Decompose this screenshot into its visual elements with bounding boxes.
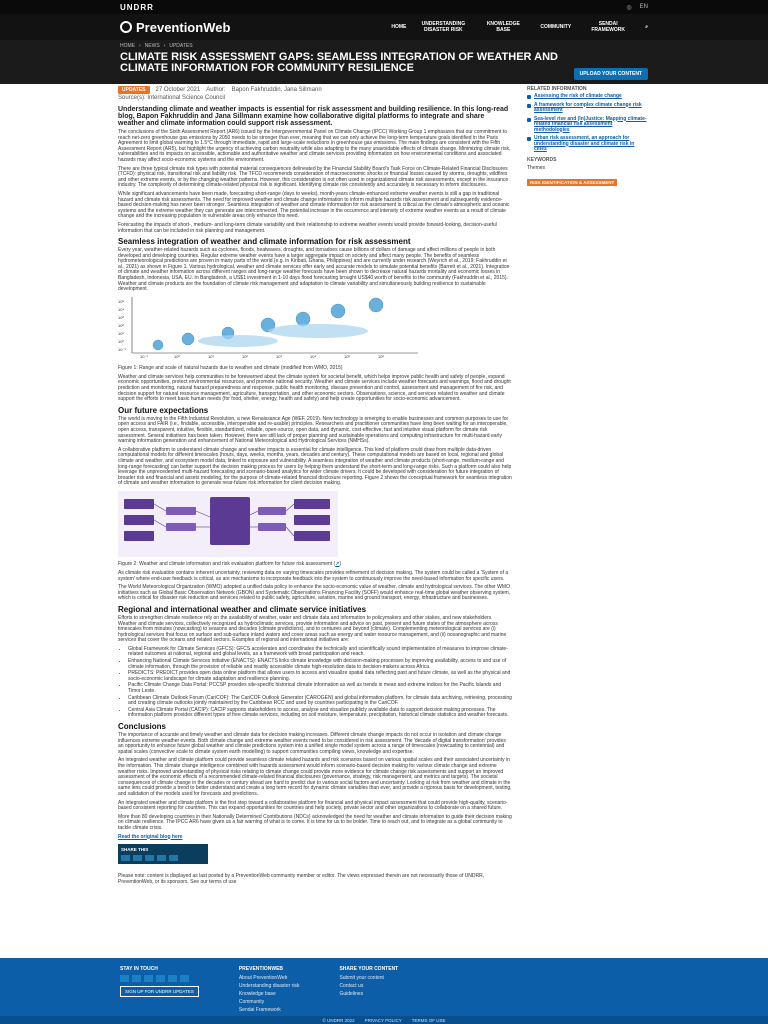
paragraph: There are three typical climate risk types with potential material consequences delineated by the Financial Stability Board's Task Force on Climate-Related Financial Disclosures (TCFD): physical risk, transitional risk and liability risk. The TFCD recommends consideration of macroeconomic shocks or financial losses caused by storms, droughts, wildfires and other extreme events, or by the changing weather patterns. However, this consideration is not often used in organizational climate risk assessments, except in the insurance industry. The complexity of determining climate-related physical risk is significant. Identifying climate risk consistently and accurately is necessary to inform disclosures. xyxy=(118,165,509,189)
article-date: 27 October 2021 xyxy=(155,87,201,93)
main-navbar xyxy=(0,14,768,40)
figure-1-caption: Figure 1: Range and scale of natural hazards due to weather and climate (modified from WMO, 2015) xyxy=(118,364,343,371)
hazard-bubble xyxy=(331,304,345,318)
footer-heading: PREVENTIONWEB xyxy=(238,966,284,972)
breadcrumb-updates[interactable]: UPDATES xyxy=(169,43,193,49)
upload-content-button[interactable]: UPLOAD YOUR CONTENT xyxy=(574,68,648,80)
footer-heading: SHARE YOUR CONTENT xyxy=(339,966,399,972)
content-type-badge[interactable]: UPDATES xyxy=(118,86,150,94)
related-link[interactable]: Sea-level rise and (In)Justice: Mapping climate-related financial risk assessment methodologies xyxy=(527,117,647,134)
read-more-link[interactable]: Read the original blog here xyxy=(118,833,183,840)
hazard-bubble xyxy=(369,298,383,312)
theme-tag[interactable]: RISK IDENTIFICATION & ASSESSMENT xyxy=(527,179,617,186)
paragraph: Forecasting the impacts of short-, medium- and long-term climate variability and their relationship to extreme weather events would provide forward-looking, decision-useful information that can be included in risk planning and management. xyxy=(118,221,497,234)
article-intro: Understanding climate and weather impacts is essential for risk assessment and building resilience. In this long-read blog, Bapon Fakhruddin and Jana Sillmann examine how collaborative digital platforms to integrate and share weather and climate information could support risk assessment. xyxy=(118,106,509,127)
paragraph: The conclusions of the Sixth Assessment Report (AR6) issued by the Intergovernmental Panel on Climate Change (IPCC) Working Group 1 emphasizes that our commitment to reach net-zero greenhouse gas emissions by 2050 needs to be stronger than ever, meaning that we can only achieve the long-term temperature goals identified in the Paris Agreement to limit global warming to 1.5°C through immediate, rapid and large-scale reductions in greenhouse gas emissions. The main findings are consistent with the Fifth Assessment Report (AR5), but highlight the urgency of achieving carbon neutrality while also adapting to the many unavoidable effects of climate change. Minimizing climate risk, vulnerabilities and its impacts on accessible, actionable and authoritative weather and climate services providing information on how environmental conditions and associated hazards may affect socio-economic systems and the environment. xyxy=(118,129,511,163)
paragraph: A collaborative platform to understand climate change and weather impacts is essential for climate intelligence. This kind of platform could draw from multiple data-driven computational models for different timescales (hours, days, weeks, months, years, decades and century). These computational models are based on local, regional and global climate and weather, and ecosystem model data, linked to exposure and vulnerability. A seamless integration of weather and climate products (short-range, medium-range and long-range forecasting) can better support the decision making process for users by helping them understand the short-term and long-range risks. Such a platform could also help leverage the unprecedented multi-hazard forecasting and scenario-based analytics for wider climate drivers. It could be developed with consideration for future integration of broader risk and financial and assets modeling, for the purpose of climate-related financial disclosure reporting. Figure 2 shows the conceptual framework for seamless integration of climate and weather information to generate near-future risk information for client decision making. xyxy=(118,446,512,487)
footer-link[interactable]: Knowledge base xyxy=(238,991,276,997)
breadcrumb: HOME › NEWS › UPDATES xyxy=(120,43,193,49)
hazard-band xyxy=(268,324,368,338)
paragraph: An integrated weather and climate platform is the first step toward a collaborative platform for financial and physical impact assessment that could provide high-quality, scenario-based consistent reporting for countries. This can expand opportunities for countries and help society, private sector and other organizations to collaborate on a shared future. xyxy=(118,799,508,812)
globe-icon[interactable]: ◎ xyxy=(626,4,632,11)
email-icon[interactable] xyxy=(157,855,166,861)
youtube-icon[interactable] xyxy=(156,975,165,982)
paragraph: More than 80 developing countries in their Nationally Determined Contributions (NDCs) acknowledged the need for weather and climate information to guide their decision making on climate resilience. The IPCC AR6 have given us a fair warning of what is to come. It is time for us to be bolder. Time to reach out, and to integrate as a global community to tackle climate crisis. xyxy=(118,813,512,831)
footer-col-preventionweb xyxy=(239,966,300,1016)
framework-box xyxy=(258,507,286,515)
list-item[interactable]: • Pacific Climate Change Data Portal: PCCSP provides site-specific historical climate information as well as trends in mean and extreme indices for the Pacific Islands and Timor Leste. xyxy=(128,683,512,694)
framework-box xyxy=(124,531,154,541)
document-icon xyxy=(527,104,531,108)
sidebar-related-heading: RELATED INFORMATION xyxy=(527,86,587,92)
x-tick: 10⁶ xyxy=(378,353,385,359)
paragraph: While significant advancements have been made, forecasting short-range (days to weeks), month-years climate-enhanced extreme weather events is still a gap in traditional hazard and climate risk assessments. The need for improved weather and climate change information to inform multiple hazards risk assessment and subsequently evidence-based decision-making has never been stronger. Seamless integration of weather and climate information for risk assessment is critical as the climate's atmospheric and oceanic systems and the extreme weather they can generate are interconnected. The potential increase in the occurrence and intensity of extreme weather events as a result of climate change and the increasing population in vulnerable areas only enhance this need. xyxy=(118,190,510,220)
share-box xyxy=(118,844,208,864)
twitter-icon[interactable] xyxy=(133,855,142,861)
print-icon[interactable] xyxy=(169,855,178,861)
y-tick: 10³ xyxy=(118,314,124,320)
breadcrumb-home[interactable]: HOME xyxy=(120,43,135,49)
language-selector[interactable]: EN xyxy=(639,4,648,10)
linkedin-icon[interactable] xyxy=(144,975,153,982)
list-item[interactable]: • PREDICTS: PREDICT provides open data online platform that allows users to access and visualize spatial data reflecting past and future climate, as well as the physical and socio-economic landscape for climate adaptation and resilience planning. xyxy=(128,671,512,682)
framework-box xyxy=(258,523,286,531)
figure-2-source-link[interactable]: ↗ xyxy=(335,560,340,567)
flickr-icon[interactable] xyxy=(180,975,189,982)
document-icon xyxy=(527,118,531,122)
article-meta xyxy=(118,86,322,94)
facebook-icon[interactable] xyxy=(120,975,129,982)
initiatives-list xyxy=(118,647,512,719)
y-tick: 10⁻¹ xyxy=(118,346,126,352)
y-tick: 10¹ xyxy=(118,330,124,336)
nav-knowledge-base[interactable]: KNOWLEDGE BASE xyxy=(486,21,520,33)
breadcrumb-news[interactable]: NEWS xyxy=(144,43,160,49)
x-tick: 10¹ xyxy=(208,353,214,359)
list-item[interactable]: • Central Asia Climate Portal (CACIP): CACIP supports stakeholders to access, analyse and visualize publicly available data to support decision making processes. The information platform provides different types of free climate services, including on soil moisture, temperature, precipitation, historical climate statistics and weather forecasts. xyxy=(128,708,512,719)
footer-link[interactable]: About PreventionWeb xyxy=(238,975,288,981)
section-heading: Conclusions xyxy=(118,722,167,731)
x-tick: 10³ xyxy=(276,353,282,359)
paragraph: Weather and climate services help communities to be forewarned about the climate system for societal benefit, which helps improve public health and safety of people, expand economic opportunities, protect environmental resources, and promote national security. Weather and climate services include weather forecasts and warnings, flood and drought prediction and monitoring, natural hazard preparedness and response, public health monitoring, disease prevention and control, assessment and management of fire risk, and decision support for natural resource management, agriculture, transportation, and other economic sectors. Observations, science, and services related to weather and climate support the efforts to meet basic human needs (for food, shelter, energy, health and safety) and help create opportunities for socio-economic advancement. xyxy=(118,373,511,403)
framework-box xyxy=(166,507,196,515)
instagram-icon[interactable] xyxy=(168,975,177,982)
terms-link[interactable]: TERMS OF USE xyxy=(411,1017,446,1023)
paragraph: As climate risk evaluation contains inherent uncertainty, reviewing data on varying timescales provides refinement of decision making. The system could be called a 'System of a system' where end-user feedback is critical, as are mechanisms to incorporate feedback into the system to continuously improve the need-based information for specific users. xyxy=(118,569,509,582)
x-tick: 10⁰ xyxy=(174,353,181,359)
framework-box xyxy=(294,531,330,541)
facebook-icon[interactable] xyxy=(121,855,130,861)
logo-mark-icon xyxy=(120,21,132,33)
keyword-label: Themes xyxy=(527,164,546,171)
framework-center-box xyxy=(210,497,250,545)
paragraph: The world is moving to the Fifth Industrial Revolution, a new Renaissance Age (WEF, 2019). New technology is emerging to enable businesses and common purposes to use for open access and FAIR (i.e., findable, accessible, interoperable and re-usable) principles. Researchers and practitioner communities have long been waiting for an interoperable, open access, transparent, intuitive, flexible, standardized, reliable, open-source, open data, and dynamic, cost-effective, fast and intuitive visual platform for climate risk assessment. Several initiatives has been taken. However, there are still lack of proper planning and sustainable operations and computing infrastructure for multi-hazard early warning information generation and enhancement of National Meteorological and Hydrological Services (NMHSs). xyxy=(118,415,509,445)
related-link[interactable]: A framework for complex climate change risk assessment xyxy=(527,103,647,114)
framework-box xyxy=(294,499,330,509)
nav-home[interactable]: HOME xyxy=(391,24,407,30)
footer-link[interactable]: Submit your content xyxy=(339,975,384,981)
list-item[interactable]: • Enhancing National Climate Services initiative (ENACTS): ENACTS links climate knowledge with decision-making processes by improving availability, access to and use of climate information, through the provision of reliable and readily accessible climate high-resolution data to decision-makers across Africa. xyxy=(128,659,512,670)
document-icon xyxy=(527,95,531,99)
share-icons xyxy=(121,855,205,861)
site-footer xyxy=(0,958,768,1024)
footer-col-share-content xyxy=(339,966,398,1016)
footer-col-stay-in-touch xyxy=(120,966,199,1016)
nav-community[interactable]: COMMUNITY xyxy=(540,24,572,30)
figure-2-caption: Figure 2: Weather and climate information and risk evaluation platform for future risk assessment (↗) xyxy=(118,560,342,567)
y-tick: 10⁰ xyxy=(118,338,125,344)
disclaimer-note: Please note: content is displayed as last posted by a PreventionWeb community member or editor. The views expressed therein are not necessarily those of UNDRR, PreventionWeb, or its sponsors. See our terms of use xyxy=(118,873,485,885)
platform-framework-diagram xyxy=(118,491,338,557)
hazard-bubble xyxy=(296,312,310,326)
footer-link[interactable]: Contact us xyxy=(339,983,364,989)
framework-box xyxy=(124,499,154,509)
privacy-link[interactable]: PRIVACY POLICY xyxy=(364,1017,402,1023)
share-label: SHARE THIS xyxy=(121,847,149,853)
x-tick: 10⁻¹ xyxy=(140,353,148,359)
x-tick: 10⁵ xyxy=(344,353,351,359)
hazard-bubble xyxy=(153,340,163,350)
related-link[interactable]: Assessing the risk of climate change xyxy=(527,94,647,100)
paragraph: The World Meteorological Organization (WMO) adopted a unified data policy to enhance the socio-economic value of weather, climate and hydrological services. The other WMO initiatives such as Global Basic Observation Network (GBON) and Systematic Observations Financing Facility (SOFF) would enhance real-time global weather observing system, which is critical for disaster risk reduction and services related to public safety, agriculture, aviation, marine and ground transport, energy, infrastructure and businesses. xyxy=(118,584,511,602)
hazard-scale-diagram xyxy=(118,297,418,359)
nav-links xyxy=(391,21,648,33)
preventionweb-logo[interactable] xyxy=(120,20,230,35)
list-item[interactable]: • Caribbean Climate Outlook Forum (CariCOF): The CariCOF Outlook Generator (CAROGEN) and global information platform, for climate data archiving, retrieving, processing and creating climate outlooks jointly maintained by the Caribbean RCC and used by countries participating in the CariCOF. xyxy=(128,696,512,707)
x-tick: 10⁴ xyxy=(310,353,317,359)
author-label: Author: xyxy=(206,87,226,93)
copyright: © UNDRR 2022 xyxy=(322,1017,355,1023)
y-tick: 10⁵ xyxy=(118,298,125,304)
framework-box xyxy=(166,523,196,531)
sidebar-keywords-heading: KEYWORDS xyxy=(527,156,557,163)
section-heading: Regional and international weather and climate service initiatives xyxy=(118,604,367,614)
hazard-band xyxy=(198,335,278,347)
figure-2 xyxy=(118,491,512,557)
search-icon[interactable]: ⌕ xyxy=(645,24,648,30)
hazard-bubble xyxy=(182,333,194,345)
section-heading: Our future expectations xyxy=(118,405,209,415)
x-tick: 10² xyxy=(242,353,248,359)
undrr-brand[interactable]: UNDRR xyxy=(120,2,154,12)
signup-button[interactable]: SIGN UP FOR UNDRR UPDATES xyxy=(120,986,199,997)
framework-box xyxy=(294,515,330,525)
article-authors: Bapon Fakhruddin, Jana Sillmann xyxy=(231,87,322,93)
figure-1 xyxy=(118,297,512,359)
logo-text: PreventionWeb xyxy=(136,19,231,35)
y-tick: 10² xyxy=(118,322,124,328)
paragraph: Every year, weather-related hazards such as cyclones, floods, heatwaves, droughts, and tornadoes cause billions of dollars of damage and affect millions of people in both developed and developing countries. Regular extreme weather events have a larger aggregate impact on society and affect many people. The benefits of seamless hydrometeorological predictions are proven in many parts of the world (e.g. in Kiribati, Ghana, Philippines) and are currently under research (Weyrich et al., 2019; Fakhruddin et al., 2021) as shown in Figure 1. Various hydrological, weather and climate services offer early and accurate models to simulate potential benefits (Barrett et al., 2021). Integration of climate and weather information across different ranges and long-range weather forecasts have been shown to decrease natural hazards mortality and economic losses in Bangladesh, Indonesia, USA, EU. In Bangladesh, a US$1 investment in 1-10 days flood forecasting brought US$40 worth of benefits to the community (Fakhruddin et al., 2015). Weather and climate products are the foundation of climate risk management and adaptation to climate variability and simultaneously building resilience to sustainable development. xyxy=(118,247,510,293)
footer-link[interactable]: Sendai Framework xyxy=(238,1007,281,1013)
list-item[interactable]: • Global Framework for Climate Services (GFCS): GFCS accelerates and coordinates the technically and scientifically sound implementation of measures to improve climate-related outcomes at national, regional and global levels, as a framework with broad participation and reach. xyxy=(128,647,512,658)
footer-link[interactable]: Community xyxy=(238,999,265,1005)
footer-social-icons xyxy=(120,975,199,982)
sidebar xyxy=(527,86,647,189)
footer-heading: STAY IN TOUCH xyxy=(120,966,158,972)
footer-link[interactable]: Understanding disaster risk xyxy=(238,983,300,989)
paragraph: The importance of accurate and timely weather and climate data for decision making increases. Different climate change impacts do not occur in isolation and climate change influences extreme weather events. Both climate change and extreme weather events need to be considered in risk assessment. The 'decade of digital transformation' provides an opportunity to enhance future global weather and climate predictions system into a unified single model system across a range of timescales (nowcasting to centennial) and spatial scales (convective scale to climate system earth modelling) to support communities compiling views, knowledge and expertise. xyxy=(118,732,506,755)
y-tick: 10⁴ xyxy=(118,306,125,312)
article-source: Source(s): International Science Council xyxy=(118,95,226,101)
linkedin-icon[interactable] xyxy=(145,855,154,861)
page-hero xyxy=(0,40,768,84)
paragraph: Efforts to strengthen climate resilience rely on the availability of weather, water and climate data and information to policymakers and other stakes, and new stakeholders. Weather and climate services, collectively recognized as hydroclimatic services, provide information and advice on past, present and future states of the atmosphere across timescales from minutes (nowcasting) to seasons and decades (climate predictions), and to centuries and beyond (climate). Complementing meteorological services are (i) hydrological services that focus on surface and sub-surface inland waters and cover areas such as energy and water resource management, and (ii) oceanographic and marine services that cover the oceans and related sectors. Examples of regional and international initiatives are: xyxy=(118,614,507,644)
document-icon xyxy=(527,137,531,141)
section-heading: Seamless integration of weather and climate information for risk assessment xyxy=(118,237,411,247)
nav-understanding[interactable]: UNDERSTANDING DISASTER RISK xyxy=(421,21,466,33)
sub-footer xyxy=(0,1016,768,1024)
twitter-icon[interactable] xyxy=(132,975,141,982)
top-bar xyxy=(0,0,768,14)
framework-box xyxy=(124,515,154,525)
related-link[interactable]: Urban risk assessment, an approach for understanding disaster and climate risk in cities xyxy=(527,136,647,153)
footer-link[interactable]: Guidelines xyxy=(339,991,364,997)
article-body xyxy=(118,106,512,885)
page-title: CLIMATE RISK ASSESSMENT GAPS: SEAMLESS INTEGRATION OF WEATHER AND CLIMATE INFORMATION FOR COMMUNITY RESILIENCE xyxy=(120,51,558,74)
paragraph: An integrated weather and climate platform could provide seamless climate related hazards and risk scenarios based on various spatial scales and their associated uncertainty in the information. This climate change intelligence combined with hazards assessment would inform scenario-based decision making for various climate change and extreme weather risks. Improved understanding of physical risks relating to climate change could provide more evidence for climate change risk assessments and support an improved assessment of the economic effects of a recommended climate-related financial disclosures (governance, strategy, risk management, and metrics and targets). The societal consequences of climate change in the decades or century ahead are hard to predict due to various social factors and uncertainty. Looking at risk from weather and climate in the same lens could provide a trend to better understand and create a long term record for dynamic climate variables than ever, and provide a rigorous basis for development, testing, and validation of the models used for forecasts and predictions. xyxy=(118,757,512,797)
nav-sendai[interactable]: SENDAI FRAMEWORK xyxy=(591,21,625,33)
